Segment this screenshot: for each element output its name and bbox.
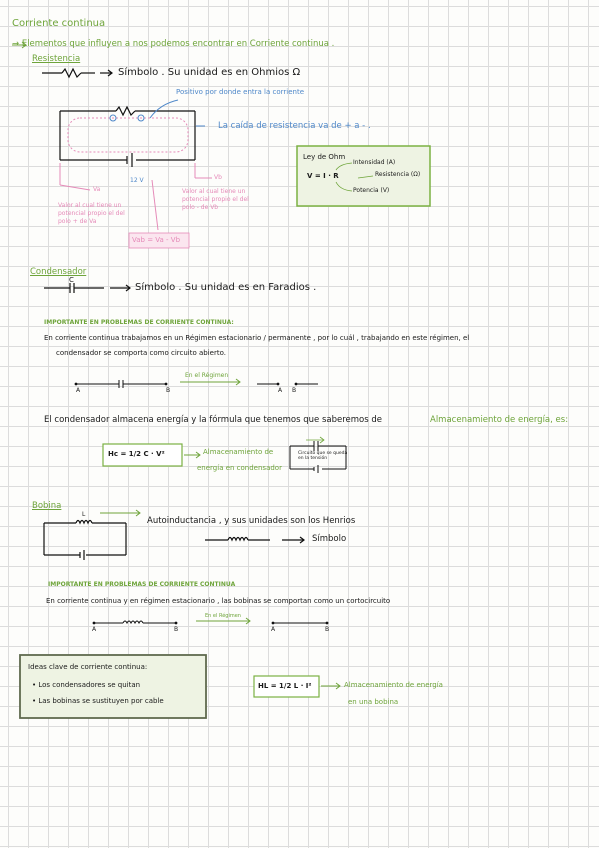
resistor-circuit: [60, 107, 195, 167]
bobina-heading: Bobina: [32, 501, 62, 511]
hl-formula: HL = 1/2 L · I²: [258, 682, 312, 690]
importante-line-2: condensador se comporta como circuito abierto.: [56, 349, 226, 357]
importante-line-1: En corriente continua trabajamos en un Régimen estacionario / permanente , por lo cuál , trabajando en este régimen, el: [44, 334, 470, 342]
ohm-resistencia: Resistencia (Ω): [375, 171, 421, 178]
voltage-label: 12 V: [130, 177, 144, 184]
importante-title-1: IMPORTANTE EN PROBLEMAS DE CORRIENTE CONTINUA:: [44, 319, 234, 326]
c-label: C: [69, 276, 74, 284]
regime-label-2: En el Régimen: [205, 613, 241, 619]
node-b-4: B: [325, 626, 330, 633]
ohm-potencia: Potencia (V): [353, 187, 390, 194]
hc-formula: Hc = 1/2 C · V²: [108, 450, 165, 458]
resistencia-heading: Resistencia: [32, 54, 81, 64]
vb-note: Valor al cual tiene un potencial propio el del polo - de Vb: [182, 188, 249, 211]
energia-text: El condensador almacena energía y la fórmula que tenemos que saberemos de: [44, 415, 382, 425]
resistencia-simbolo: Símbolo . Su unidad es en Ohmios Ω: [118, 67, 301, 78]
almac-cond-2: energía en condensador: [197, 464, 282, 472]
almac-bobina-2: en una bobina: [348, 698, 399, 706]
capacitor-symbol: [44, 283, 130, 293]
importante-title-2: IMPORTANTE EN PROBLEMAS DE CORRIENTE CONTINUA: [48, 581, 236, 588]
positivo-note: Positivo por donde entra la corriente: [176, 88, 304, 96]
autoinductancia-text: Autoinductancia , y sus unidades son los Henrios: [147, 516, 356, 526]
bobina-circuit: [44, 521, 126, 561]
node-b-3: B: [174, 626, 179, 633]
node-b-2: B: [292, 387, 297, 394]
node-a-3: A: [92, 626, 97, 633]
energia-green: Almacenamiento de energía, es:: [430, 415, 569, 425]
almac-cond-1: Almacenamiento de: [203, 448, 274, 456]
node-a-4: A: [271, 626, 276, 633]
ohm-intensidad: Intensidad (A): [353, 159, 396, 166]
intro-line: → Elementos que influyen a nos podemos encontrar en Corriente continua .: [12, 39, 335, 49]
ideas-item-2-text: Las bobinas se sustituyen por cable: [38, 697, 164, 705]
va-label: Va: [93, 186, 101, 193]
ideas-title: Ideas clave de corriente continua:: [28, 663, 148, 671]
regime-arrow-1: [180, 379, 240, 385]
almac-bobina-1: Almacenamiento de energía: [344, 681, 443, 689]
va-note: Valor al cual tiene un potencial propio el del polo + de Va: [58, 202, 125, 225]
circuito-nota: Circuito que se queda en la tensión: [298, 451, 348, 461]
vb-label: Vb: [214, 174, 222, 181]
regime-label-1: En el Régimen: [185, 372, 229, 379]
page-title: Corriente continua: [12, 18, 106, 29]
caida-note: La caída de resistencia va de + a - .: [218, 121, 371, 131]
condensador-heading: Condensador: [30, 267, 87, 277]
node-b-1: B: [166, 387, 171, 394]
ideas-item-1-text: Los condensadores se quitan: [38, 681, 141, 689]
hc-arrow: [184, 452, 200, 458]
inductor-symbol: [205, 537, 304, 543]
bobina-arrow: [100, 510, 140, 516]
current-loop: [68, 118, 188, 152]
ohm-title: Ley de Ohm: [303, 153, 346, 161]
ohm-formula: V = I · R: [307, 172, 339, 180]
node-a-1: A: [76, 387, 81, 394]
ideas-item-2: • Las bobinas se sustituyen por cable: [32, 697, 164, 705]
node-a-2: A: [278, 387, 283, 394]
condensador-simbolo: Símbolo . Su unidad es en Faradios .: [135, 282, 317, 293]
vab-formula: Vab = Va - Vb: [132, 236, 181, 244]
hl-arrow: [321, 683, 340, 689]
l-label: L: [82, 511, 86, 518]
bobina-simbolo: Símbolo: [312, 534, 347, 544]
ideas-item-1: • Los condensadores se quitan: [32, 681, 141, 689]
importante-line-3: En corriente continua y en régimen estacionario , las bobinas se comportan como un cortocircuito: [46, 597, 391, 605]
resistor-symbol: [42, 69, 112, 77]
